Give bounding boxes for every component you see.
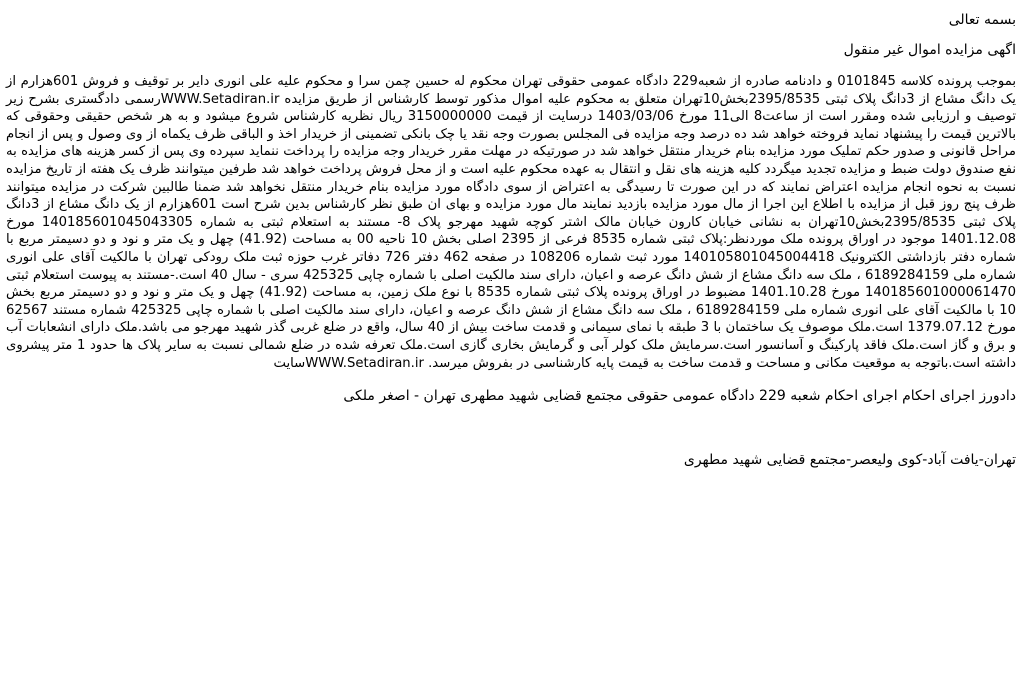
document-page (6, 4, 1016, 674)
notice-body: بموجب پرونده کلاسه 0101845 و دادنامه صادره از شعبه229 دادگاه عمومی حقوقی تهران محکوم له حسین چمن سرا و محکوم علیه علی انوری دایر بر توقیف و فروش 601هزارم از یک دانگ مشاع از 3دانگ پلاک ثبتی 2395/8535بخش10تهران متعلق به محکوم علیه اموال مذکور توسط کارشناس از طریق مزایده WWW.Setadiran.irرسمی دادگستری بشرح زیر توصیف و ارزیابی شده ومقرر است از ساعت8 الی11 مورخ 1403/03/06 درسایت از قیمت 3150000000 ریال نظریه کارشناس شروع میشود و به هر شخص حقیقی وحقوقی که بالاترین قیمت را پیشنهاد نماید فروخته خواهد شد ده درصد وجه مزایده فی المجلس بصورت وجه نقد یا چک بانکی تضمینی از خریدار اخذ و الباقی ظرف یکماه از وی وصول و پس از انجام مراحل قانونی و صدور حکم تملیک مورد مزایده بنام خریدار منتقل خواهد شد در صورتیکه در مهلت مقرر خریدار وجه مزایده را پرداخت ننماید سپرده وی پس از کسر هزینه های مزایده به نفع صندوق دولت ضبط و مزایده تجدید میگردد کلیه هزینه های نقل و انتقال به عهده محکوم علیه است و از محل فروش پرداخت خواهد شد طرفین میتوانند ظرف یک هفته از تاریخ مزایده نسبت به نحوه انجام مزایده اعتراض نمایند که در این صورت تا رسیدگی به اعتراض از سوی دادگاه مورد مزایده بنام خریدار منتقل نخواهد شد ضمنا طالبین شرکت در مزایده میتوانند ظرف پنج روز قبل از مزایده با اطلاع این اجرا از مال مورد مزایده بازدید نمایند مال مورد مزایده و بهای ان طبق نظر کارشناس بدین شرح است 601هزارم از یک دانگ مشاع از 3دانگ پلاک ثبتی 2395/8535بخش10تهران به نشانی خیابان کارون خیابان مالک اشتر کوچه شهید مهرجو پلاک 8- مستند به استعلام ثبتی به شماره 140185601045043305 مورخ 1401.12.08 موجود در اوراق پرونده ملک موردنظر:پلاک ثبتی شماره 8535 فرعی از 2395 اصلی بخش 10 ناحیه 00 به مساحت (41.92) چهل و یک متر و نود و دو دسیمتر مربع با شماره دفتر بازداشتی الکترونیک 140105801045004418 مورد ثبت شماره 108206 در صفحه 462 دفتر 726 دفاتر غرب حوزه ثبت ملک رودکی تهران با مالکیت آقای علی انوری شماره ملی 6189284159 ، ملک سه دانگ مشاع از شش دانگ عرصه و اعیان، دارای سند مالکیت اصلی با شماره چاپی 425325 سری - سال 40 است.-مستند به پیوست استعلام ثبتی 140185601000061470 مورخ 1401.10.28 مضبوط در اوراق پرونده پلاک ثبتی شماره 8535 با نوع ملک زمین، به مساحت (41.92) چهل و یک متر و نود و دو دسیمتر مربع بخش 10 با مالکیت آقای علی انوری شماره ملی 6189284159 ، ملک سه دانگ مشاع از شش دانگ عرصه و اعیان، دارای سند مالکیت اصلی با شماره چاپی 425325 شماره مستند 62567 مورخ 1379.07.12 است.ملک موصوف یک ساختمان با 3 طبقه با نمای سیمانی و قدمت ساخت بیش از 40 سال، واقع در ضلع غربی گذر شهید مهرجو می باشد.ملک دارای انشعابات آب و برق و گاز است.ملک فاقد پارکینگ و آسانسور است.سرمایش ملک کولر آبی و گرمایش بخاری گازی است.ملک تعرفه شده در ضلع شمالی نسبت به سایر پلاک ها حدود 1 متر پیشروی داشته است.باتوجه به موقعیت مکانی و مساحت و قدمت ساخت به قیمت پایه کارشناسی در بفروش میرسد. WWW.Setadiran.irسایت (6, 74, 1017, 371)
notice-title: اگهی مزایده اموال غیر منقول (843, 42, 1016, 58)
executor-signature: دادورز اجرای احکام اجرای احکام شعبه 229 دادگاه عمومی حقوقی مجتمع قضایی شهید مطهری تهران - اصغر ملکی (343, 388, 1016, 405)
basmala-heading: بسمه تعالی (948, 12, 1016, 28)
court-address: تهران-یافت آباد-کوی ولیعصر-مجتمع قضایی شهید مطهری (683, 452, 1016, 469)
